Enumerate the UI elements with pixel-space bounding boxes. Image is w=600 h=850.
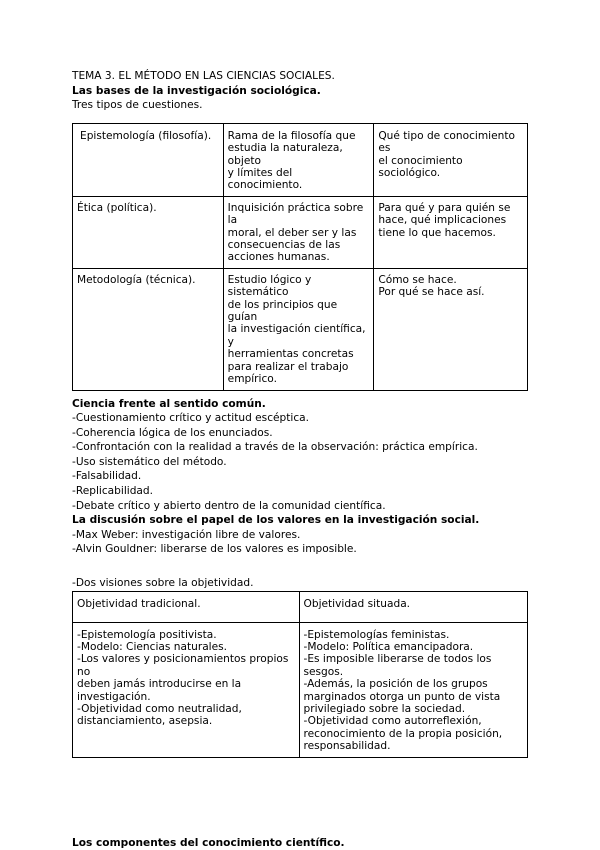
column-header [299,591,528,622]
cell-line: Rama de la filosofía que [227,129,356,142]
list-item: -Cuestionamiento crítico y actitud escéptica. [72,412,310,425]
cell-line: estudia la naturaleza, objeto [227,142,343,167]
table-row [73,268,528,390]
cell-line: privilegiado sobre la sociedad. [303,703,466,716]
cell-line: Para qué y para quién se [378,201,511,214]
cell-line: moral, el deber ser y las [227,226,357,239]
cell-line: Qué tipo de conocimiento es [378,129,515,155]
cell-line: acciones humanas. [227,251,330,264]
question-label-cell [73,196,224,268]
objectivity-table [72,591,528,758]
questions-table [72,123,528,391]
cell-line: responsabilidad. [303,740,391,753]
cell-line: empírico. [227,373,277,386]
definition-cell [223,123,374,196]
cell-text: Epistemología (filosofía). [80,129,212,142]
question-cell [374,196,528,268]
cell-line: -Objetividad como neutralidad, [77,703,242,716]
cell-line: herramientas concretas [227,348,354,361]
cell-line: el conocimiento sociológico. [378,154,463,179]
cell-text: Metodología (técnica). [77,273,196,286]
section-title-science: Ciencia frente al sentido común. [72,397,266,410]
cell-line: -Epistemología positivista. [77,628,217,641]
cell-text: Ética (política). [77,201,157,214]
cell-line: hace, qué implicaciones [378,214,507,227]
cell-line: Cómo se hace. [378,273,457,286]
list-item: -Max Weber: investigación libre de valores. [72,528,301,541]
cell-line: -Los valores y posicionamientos propios no [77,653,289,678]
cell-line: -Modelo: Ciencias naturales. [77,641,228,654]
list-item: -Falsabilidad. [72,470,142,483]
section-title-components: Los componentes del conocimiento científico. [72,836,345,849]
cell-line: marginados otorga un punto de vista [303,690,501,703]
cell-line: tiene lo que hacemos. [378,226,496,239]
list-item: -Uso sistemático del método. [72,455,227,468]
table-header-row [73,591,528,622]
cell-line: Por qué se hace así. [378,286,485,299]
cell-line: y límites del conocimiento. [227,167,303,192]
cell-line: investigación. [77,690,151,703]
cell-line: -Objetividad como autorreflexión, [303,715,482,728]
situated-cell [299,622,528,757]
topic-heading: TEMA 3. EL MÉTODO EN LAS CIENCIAS SOCIALES. [72,70,335,82]
list-item: -Alvin Gouldner: liberarse de los valores es imposible. [72,543,357,556]
cell-line: -Modelo: Política emancipadora. [303,641,474,654]
cell-line: reconocimiento de la propia posición, [303,727,503,740]
table-row [73,622,528,757]
cell-line: de los principios que guían [227,298,338,324]
cell-line: -Además, la posición de los grupos [303,678,488,691]
cell-line: la investigación científica, y [227,323,366,348]
cell-line: deben jamás introducirse en la [77,678,242,691]
header-text: Objetividad situada. [303,597,411,610]
traditional-cell [73,622,300,757]
intro-text: Tres tipos de cuestiones. [72,99,203,112]
list-item: -Confrontación con la realidad a través de la observación: práctica empírica. [72,441,478,454]
cell-line: distanciamiento, asepsia. [77,715,213,728]
list-item: -Coherencia lógica de los enunciados. [72,426,273,439]
cell-line: -Es imposible liberarse de todos los sesgos. [303,653,492,678]
cell-line: Estudio lógico y sistemático [227,273,312,299]
definition-cell [223,196,374,268]
list-item: -Replicabilidad. [72,485,154,498]
cell-line: Inquisición práctica sobre la [227,201,364,227]
cell-line: consecuencias de las [227,239,341,252]
cell-line: -Epistemologías feministas. [303,628,450,641]
table-row [73,123,528,196]
definition-cell [223,268,374,390]
question-label-cell [73,123,224,196]
header-text: Objetividad tradicional. [77,597,201,610]
question-cell [374,123,528,196]
list-item: -Debate crítico y abierto dentro de la comunidad científica. [72,499,386,512]
question-cell [374,268,528,390]
section-title-bases: Las bases de la investigación sociológica. [72,84,321,97]
cell-line: para realizar el trabajo [227,360,349,373]
section-title-values: La discusión sobre el papel de los valores en la investigación social. [72,514,480,527]
document-page [72,69,528,850]
table-row [73,196,528,268]
objectivity-intro: -Dos visiones sobre la objetividad. [72,577,254,590]
column-header [73,591,300,622]
question-label-cell [73,268,224,390]
